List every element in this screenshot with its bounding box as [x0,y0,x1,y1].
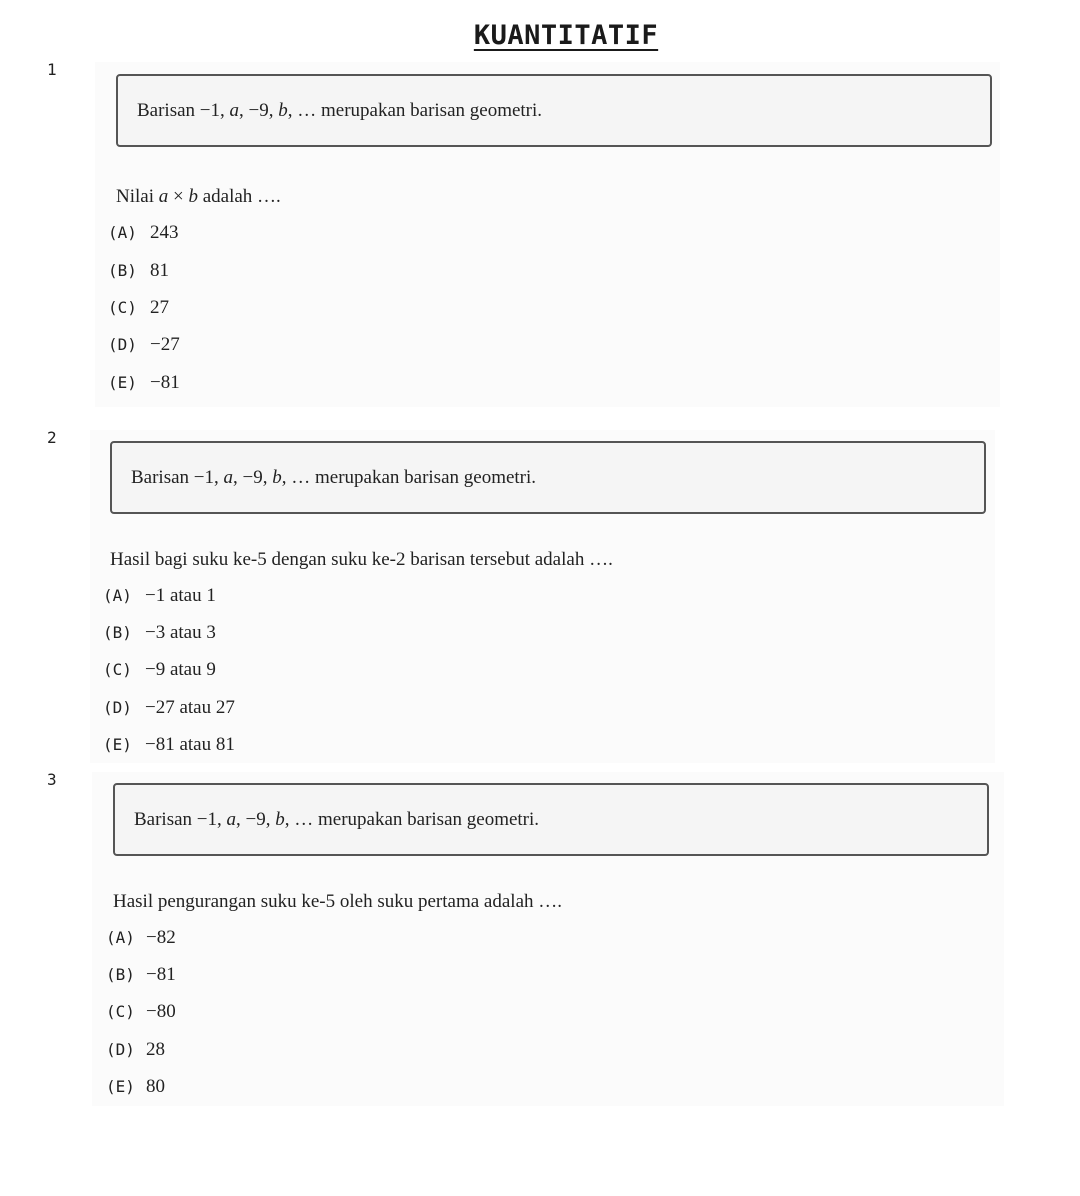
option-letter: (E) [108,373,137,392]
statement-text: Barisan −1, a, −9, b, … merupakan barisan geometri. [137,99,543,121]
question-prompt: Nilai a × b adalah …. [116,186,281,207]
option-letter: (C) [108,298,137,317]
answer-option-c[interactable] [103,659,216,681]
page-title: KUANTITATIF [473,20,659,51]
option-text: 28 [146,1039,165,1060]
option-letter: (B) [106,965,135,984]
option-text: −1 atau 1 [145,585,216,606]
answer-option-b[interactable] [106,964,176,986]
question-prompt: Hasil bagi suku ke-5 dengan suku ke-2 barisan tersebut adalah …. [110,549,613,570]
question-statement-box [113,783,989,856]
option-text: −82 [146,927,176,948]
option-text: 27 [150,297,169,318]
question-prompt: Hasil pengurangan suku ke-5 oleh suku pertama adalah …. [113,891,563,912]
option-text: −81 [150,372,180,393]
option-letter: (E) [103,735,132,754]
option-text: 81 [150,260,169,281]
option-text: −81 atau 81 [145,734,235,755]
answer-option-d[interactable] [103,697,235,719]
option-text: 243 [150,222,179,243]
option-letter: (C) [103,660,132,679]
option-letter: (C) [106,1002,135,1021]
option-text: −3 atau 3 [145,622,216,643]
option-text: −80 [146,1001,176,1022]
option-letter: (B) [108,261,137,280]
option-letter: (A) [103,586,132,605]
question-statement-box [116,74,992,147]
option-text: −27 [150,334,180,355]
question-number: 2 [47,428,57,447]
option-letter: (E) [106,1077,135,1096]
option-letter: (D) [106,1040,135,1059]
answer-option-c[interactable] [108,297,169,319]
option-letter: (D) [103,698,132,717]
answer-option-e[interactable] [108,372,180,394]
option-letter: (B) [103,623,132,642]
option-text: 80 [146,1076,165,1097]
answer-option-d[interactable] [108,334,180,356]
question-number: 3 [47,770,57,789]
answer-option-a[interactable] [108,222,179,244]
statement-text: Barisan −1, a, −9, b, … merupakan barisan geometri. [131,466,537,488]
option-letter: (A) [106,928,135,947]
option-letter: (A) [108,223,137,242]
question-number: 1 [47,60,57,79]
answer-option-c[interactable] [106,1001,176,1023]
option-text: −81 [146,964,176,985]
statement-text: Barisan −1, a, −9, b, … merupakan barisan geometri. [134,808,540,830]
answer-option-a[interactable] [103,585,216,607]
answer-option-e[interactable] [103,734,235,756]
answer-option-b[interactable] [108,260,169,282]
answer-option-e[interactable] [106,1076,165,1098]
question-statement-box [110,441,986,514]
answer-option-a[interactable] [106,927,176,949]
answer-option-b[interactable] [103,622,216,644]
answer-option-d[interactable] [106,1039,165,1061]
option-text: −9 atau 9 [145,659,216,680]
option-text: −27 atau 27 [145,697,235,718]
option-letter: (D) [108,335,137,354]
